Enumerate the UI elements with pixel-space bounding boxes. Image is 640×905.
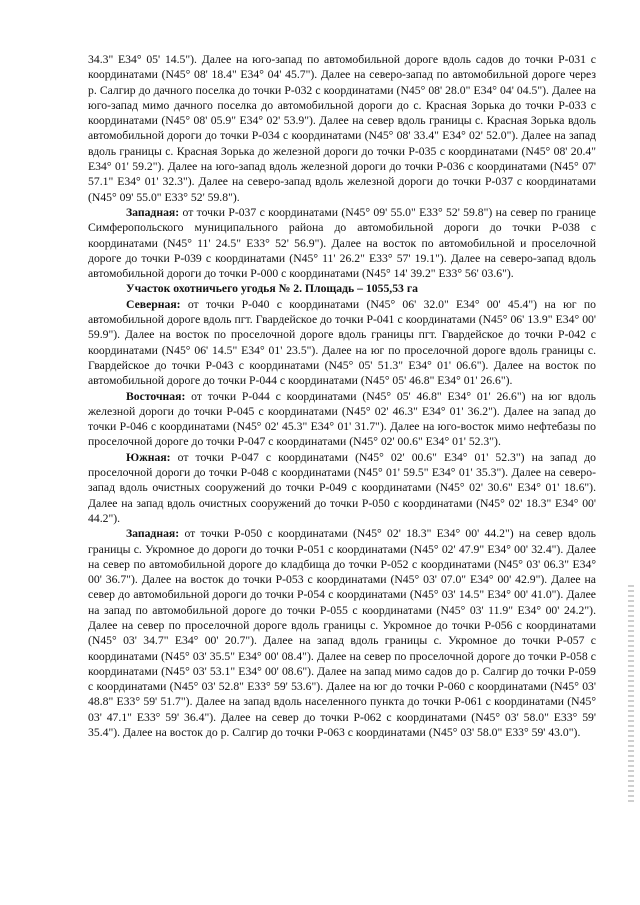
southern-boundary-paragraph (88, 450, 596, 526)
southern-boundary-label: Южная: (126, 450, 171, 464)
western-boundary-2-paragraph (88, 526, 596, 740)
northern-boundary-text: от точки Р-040 с координатами (N45° 06' 32.0" E34° 00' 45.4") на юг по автомобильной дороге вдоль пгт. Гвардейское до точки Р-041 с координатами (N45° 06' 13.9" E34° 00' 59.9"). Далее на восток по проселочной дороге вдоль границы пгт. Гвардейское до точки Р-042 с координатами (N45° 06' 14.5" E34° 01' 23.5"). Далее на юг по проселочной дороге вдоль границы с. Гвардейское до точки Р-043 с координатами (N45° 05' 51.3" E34° 01' 06.6"). Далее на восток по автомобильной дороге до точки Р-044 с координатами (N45° 05' 46.8" E34° 01' 26.6"). (88, 297, 596, 388)
western-boundary-paragraph (88, 205, 596, 281)
northern-boundary-paragraph (88, 297, 596, 389)
eastern-boundary-text: от точки Р-044 с координатами (N45° 05' 46.8" E34° 01' 26.6") на юг вдоль железной дороги до точки Р-045 с координатами (N45° 02' 46.3" E34° 01' 36.2"). Далее на запад до точки Р-046 с координатами (N45° 02' 45.3" E34° 01' 31.7"). Далее на юго-восток мимо нефтебазы по проселочной дороге до точки Р-047 с координатами (N45° 02' 00.6" E34° 01' 52.3"). (88, 389, 596, 449)
paragraph-continuation: 34.3" E34° 05' 14.5"). Далее на юго-запад по автомобильной дороге вдоль садов до точки Р-031 с координатами (N45° 08' 18.4" E34° 04' 45.7"). Далее на северо-запад по автомобильной дороге через р. Салгир до дачного поселка до точки Р-032 с координатами (N45° 08' 28.0" E34° 04' 04.5"). Далее на юго-запад мимо дачного поселка до автомобильной дороги до с. Красная Зорька до точки Р-033 с координатами (N45° 08' 05.9" E34° 02' 53.9"). Далее на север вдоль границы с. Красная Зорька вдоль автомобильной дороги до точки Р-034 с координатами (N45° 08' 33.4" E34° 02' 52.0"). Далее на запад вдоль границы с. Красная Зорька до железной дороги до точки Р-035 с координатами (N45° 08' 20.4" E34° 01' 59.2"). Далее на юго-запад вдоль железной дороги до точки Р-036 с координатами (N45° 07' 57.1" E34° 01' 32.3"). Далее на северо-запад вдоль железной дороги до точки Р-037 с координатами (N45° 09' 55.0" E33° 52' 59.8"). (88, 53, 596, 204)
western-boundary-2-label: Западная: (126, 527, 180, 541)
western-boundary-label: Западная: (126, 205, 180, 219)
southern-boundary-text: от точки Р-047 с координатами (N45° 02' 00.6" E34° 01' 52.3") на запад до проселочной дороги до точки Р-048 с координатами (N45° 01' 59.5" E34° 01' 35.3"). Далее на северо-запад вдоль очистных сооружений до точки Р-049 с координатами (N45° 02' 30.6" E34° 01' 18.6"). Далее на запад вдоль очистных сооружений до точки Р-050 с координатами (N45° 02' 18.3" E34° 00' 44.2"). (88, 450, 596, 525)
western-boundary-2-text: от точки Р-050 с координатами (N45° 02' 18.3" E34° 00' 44.2") на север вдоль границы с. Укромное до дороги до точки Р-051 с координатами (N45° 02' 47.9" E34° 00' 32.4"). Далее на север по автомобильной дороге до кладбища до точки Р-052 с координатами (N45° 03' 06.3" E34° 00' 36.7"). Далее на восток до точки Р-053 с координатами (N45° 03' 07.0" E34° 00' 42.9"). Далее на север до автомобильной дороги до точки Р-054 с координатами (N45° 03' 14.5" E34° 00' 41.0"). Далее на запад по автомобильной дороге до точки Р-055 с координатами (N45° 03' 11.9" E34° 00' 24.2"). Далее на север по проселочной дороге вдоль границы с. Укромное до точки Р-056 с координатами (N45° 03' 34.7" E34° 00' 20.7"). Далее на запад вдоль границы с. Укромное до точки Р-057 с координатами (N45° 03' 35.5" E34° 00' 08.4"). Далее на север по проселочной дороге до точки Р-058 с координатами (N45° 03' 53.1" E34° 00' 08.6"). Далее на запад мимо садов до р. Салгир до точки Р-059 с координатами (N45° 03' 52.8" E33° 59' 53.6"). Далее на юг до точки Р-060 с координатами (N45° 03' 48.8" E33° 59' 51.7"). Далее на запад вдоль населенного пункта до точки Р-061 с координатами (N45° 03' 47.1" E33° 59' 36.4"). Далее на север до точки Р-062 с координатами (N45° 03' 58.0" E33° 59' 35.4"). Далее на восток до р. Салгир до точки Р-063 с координатами (N45° 03' 58.0" E33° 59' 43.0"). (88, 527, 596, 740)
eastern-boundary-paragraph (88, 389, 596, 450)
western-boundary-text: от точки Р-037 с координатами (N45° 09' 55.0" E33° 52' 59.8") на север по границе Симферопольского муниципального района до автомобильной дороги до точки Р-038 с координатами (N45° 11' 24.5" E33° 52' 56.9"). Далее на восток по автомобильной и проселочной дороге до точки Р-039 с координатами (N45° 11' 26.2" E33° 57' 19.1"). Далее на северо-запад вдоль автомобильной дороги до точки Р-000 с координатами (N45° 14' 39.2" E33° 56' 03.6"). (88, 205, 596, 281)
scan-edge-mark (628, 585, 634, 805)
northern-boundary-label: Северная: (126, 297, 181, 311)
section-heading: Участок охотничьего угодья № 2. Площадь – 1055,53 га (126, 282, 418, 296)
eastern-boundary-label: Восточная: (126, 389, 186, 403)
